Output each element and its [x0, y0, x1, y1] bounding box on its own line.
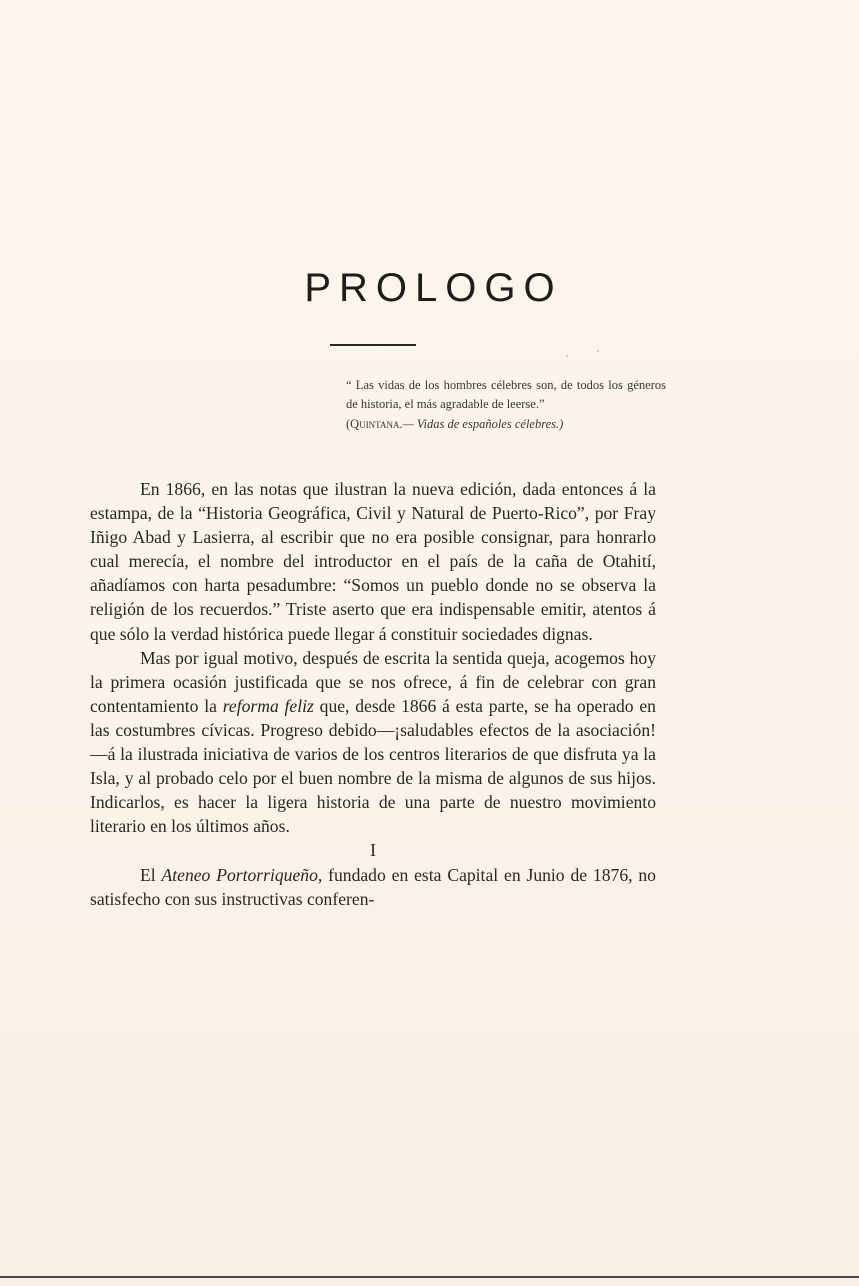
paragraph-3-text-a: El [140, 864, 162, 885]
paragraph-3-text-b: fundado en esta Capital en Junio de 1876, no satisfecho con sus instructivas conferen- [90, 864, 656, 909]
epigraph-author: (Quintana. [346, 417, 403, 431]
paper-speck [597, 350, 599, 352]
paragraph-2-text-a: Mas por igual motivo, después de escrita la sentida queja, acogemos hoy la primera ocasión justificada que se nos ofrece, á fin de celebrar con gran contentamiento la [90, 647, 656, 716]
epigraph-source [346, 415, 666, 434]
epigraph-quote: “ Las vidas de los hombres célebres son, de todos los géneros de historia, el más agradable de leerse.” [346, 378, 666, 411]
body-text [90, 477, 656, 911]
paragraph-2 [90, 646, 656, 839]
page-bottom-edge [0, 1276, 859, 1278]
epigraph [346, 376, 666, 434]
paragraph-2-text-b: que, desde 1866 á esta parte, se ha operado en las costumbres cívicas. Progreso debido—¡saludables efectos de la asociación!—á la ilustrada iniciativa de varios de los centros literarios de que disfruta ya la Isla, y al probado celo por el buen nombre de la misma de algunos de sus hijos. Indicarlos, es hacer la ligera historia de una parte de nuestro movimiento literario en los últimos años. [90, 695, 656, 837]
paragraph-1: En 1866, en las notas que ilustran la nueva edición, dada entonces á la estampa, de la “Historia Geográfica, Civil y Natural de Puerto-Rico”, por Fray Iñigo Abad y Lasierra, al escribir que no era posible consignar, para honrarlo cual merecía, el nombre del introductor en el país de la caña de Otahití, añadíamos con harta pesadumbre: “Somos un pueblo donde no se observa la religión de los recuerdos.” Triste aserto que era indispensable emitir, atentos á que sólo la verdad histórica puede llegar á constituir sociedades dignas. [90, 479, 656, 644]
paragraph-3 [90, 863, 656, 911]
section-number: I [370, 840, 376, 861]
paragraph-2-emphasis: reforma feliz [222, 695, 314, 716]
page-title: PROLOGO [304, 266, 563, 310]
paper-speck [566, 355, 568, 357]
paragraph-3-emphasis: Ateneo Portorriqueño, [161, 864, 323, 885]
epigraph-work: — Vidas de españoles célebres.) [402, 417, 564, 431]
title-divider [330, 344, 416, 346]
